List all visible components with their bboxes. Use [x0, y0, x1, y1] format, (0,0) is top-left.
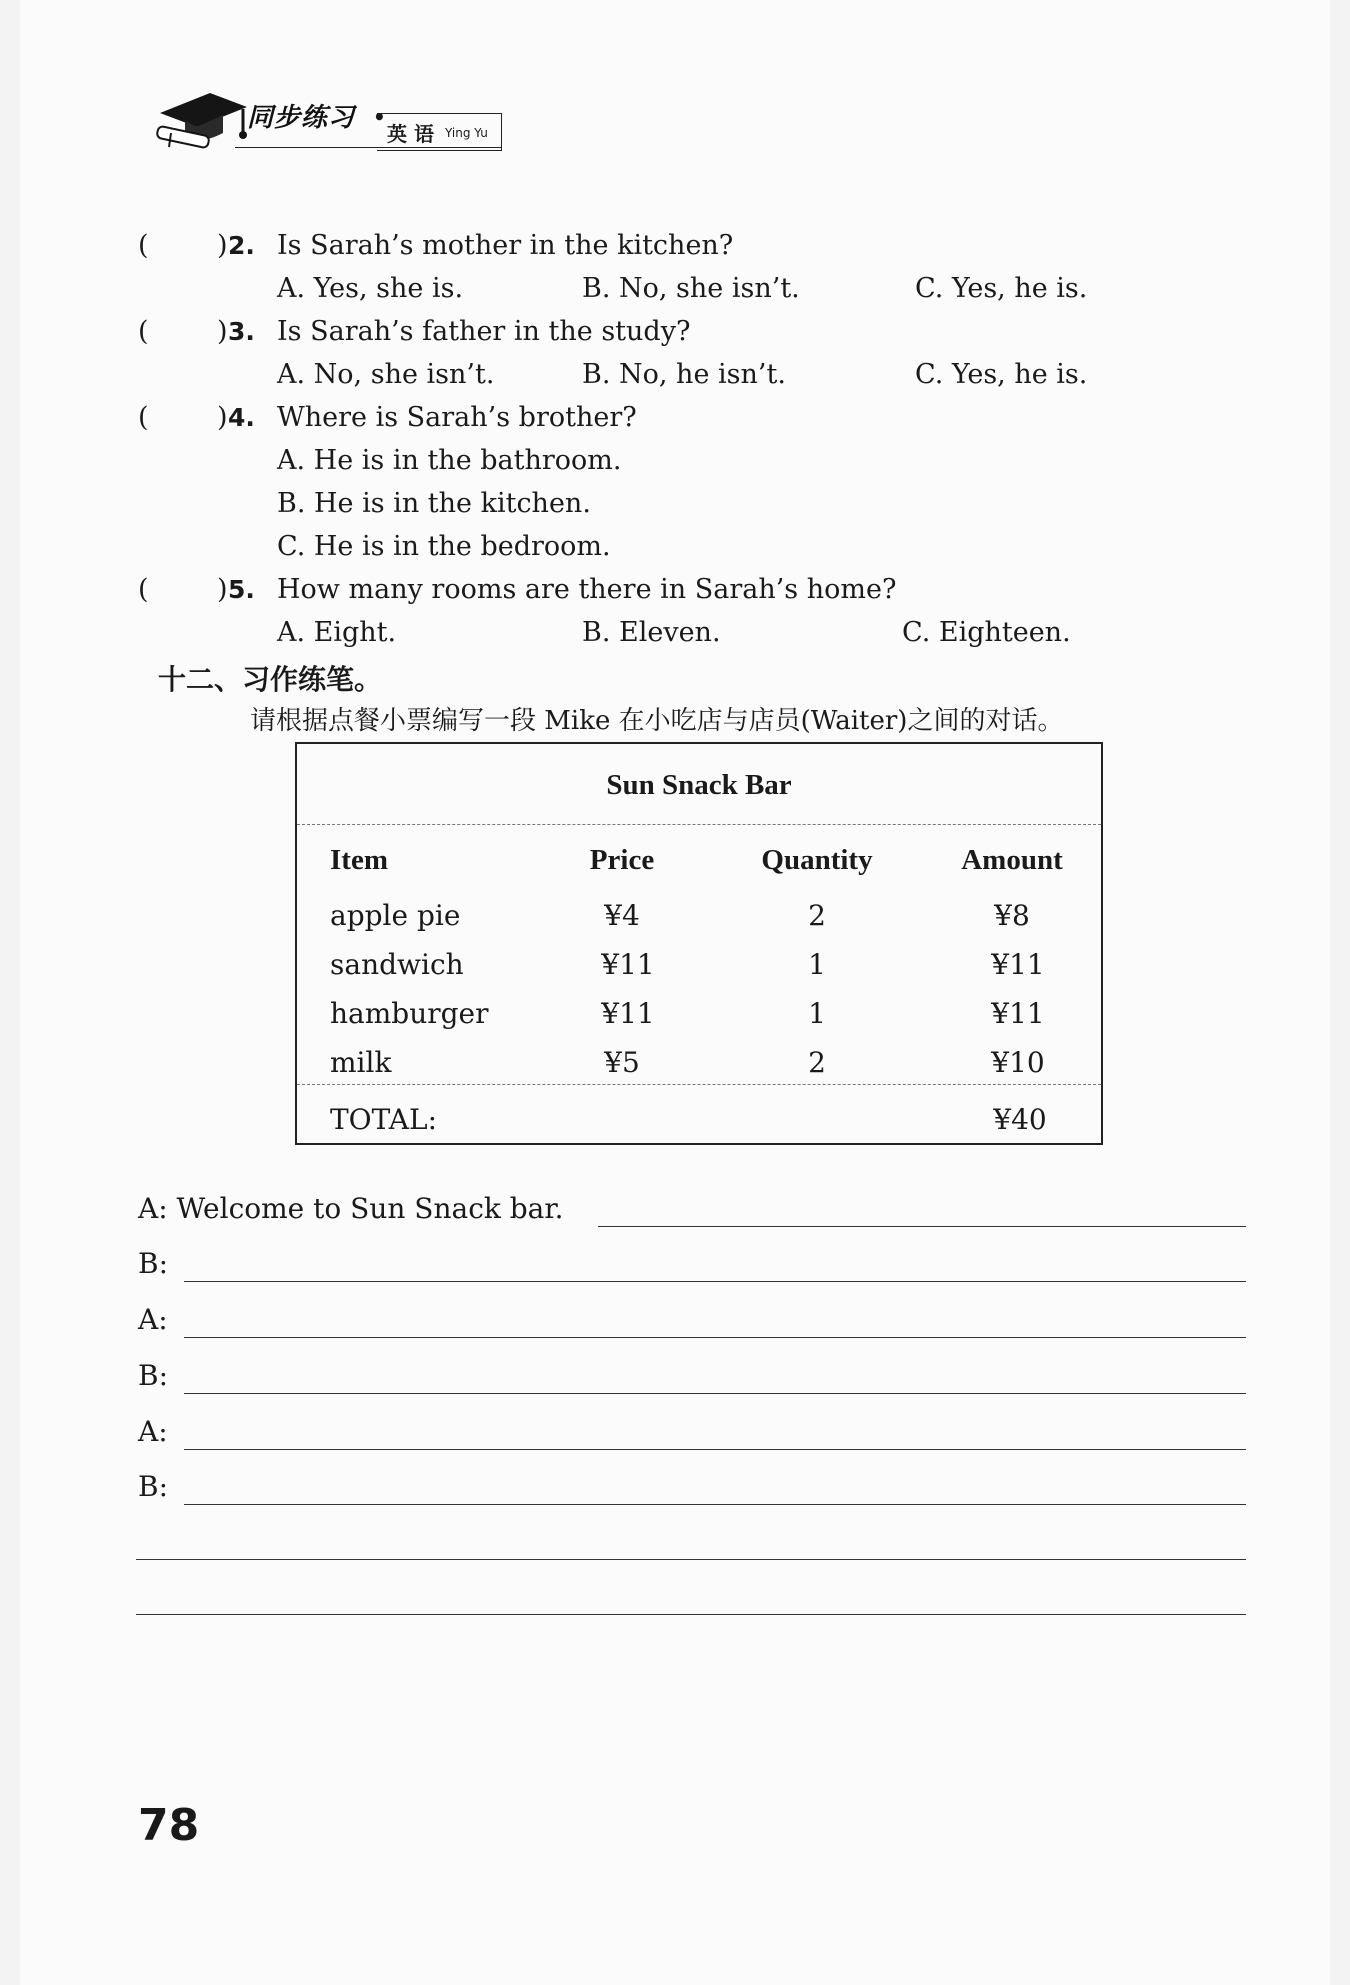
cell-amount: ¥8	[994, 899, 1030, 932]
answer-paren-open: (	[138, 316, 149, 347]
cell-amount: ¥11	[991, 948, 1045, 981]
receipt-divider	[297, 824, 1101, 825]
cell-price: ¥5	[604, 1046, 640, 1079]
cell-quantity: 1	[808, 997, 826, 1030]
option-c: C. Eighteen.	[902, 617, 1071, 648]
dialogue-speaker: B:	[138, 1470, 169, 1503]
option-b: B. He is in the kitchen.	[277, 488, 591, 519]
question-text: Is Sarah’s mother in the kitchen?	[277, 230, 734, 261]
option-a: A. Eight.	[277, 617, 397, 648]
answer-line[interactable]	[598, 1226, 1246, 1227]
dialogue-speaker: B:	[138, 1359, 169, 1392]
book-header	[155, 85, 505, 160]
receipt-title: Sun Snack Bar	[606, 769, 792, 801]
cell-price: ¥11	[601, 948, 655, 981]
option-c: C. He is in the bedroom.	[277, 531, 611, 562]
dialogue-first-line: A: Welcome to Sun Snack bar.	[138, 1192, 564, 1225]
dialogue-speaker: B:	[138, 1247, 169, 1280]
cell-quantity: 2	[808, 899, 826, 932]
cell-item: hamburger	[330, 997, 489, 1030]
answer-line[interactable]	[184, 1281, 1246, 1282]
subject-pinyin: Ying Yu	[445, 126, 488, 140]
answer-line[interactable]	[136, 1614, 1246, 1615]
page-number: 78	[138, 1800, 200, 1851]
answer-line[interactable]	[184, 1337, 1246, 1338]
header-quantity: Quantity	[761, 844, 873, 876]
dialogue-speaker: A:	[138, 1303, 168, 1336]
receipt-divider	[297, 1084, 1101, 1085]
subject-label: 英 语	[387, 122, 434, 146]
option-a: A. Yes, she is.	[277, 273, 464, 304]
cell-amount: ¥10	[991, 1046, 1045, 1079]
answer-paren-close: )	[217, 230, 228, 261]
question-number: 3.	[228, 317, 255, 346]
answer-paren-open: (	[138, 230, 149, 261]
brand-title: 同步练习	[247, 103, 356, 133]
answer-line[interactable]	[136, 1559, 1246, 1560]
answer-paren-close: )	[217, 574, 228, 605]
option-b: B. Eleven.	[582, 617, 721, 648]
cell-quantity: 1	[808, 948, 826, 981]
header-amount: Amount	[961, 844, 1063, 876]
total-value: ¥40	[993, 1103, 1047, 1136]
question-text: Is Sarah’s father in the study?	[277, 316, 691, 347]
cell-item: milk	[330, 1046, 392, 1079]
answer-paren-open: (	[138, 574, 149, 605]
worksheet-page	[20, 0, 1330, 1985]
option-b: B. No, he isn’t.	[582, 359, 786, 390]
answer-line[interactable]	[184, 1449, 1246, 1450]
question-number: 2.	[228, 231, 255, 260]
snack-bar-receipt	[295, 742, 1103, 1145]
question-number: 4.	[228, 403, 255, 432]
question-text: How many rooms are there in Sarah’s home?	[277, 574, 897, 605]
header-item: Item	[330, 844, 388, 876]
answer-line[interactable]	[184, 1393, 1246, 1394]
cell-amount: ¥11	[991, 997, 1045, 1030]
cell-quantity: 2	[808, 1046, 826, 1079]
option-b: B. No, she isn’t.	[582, 273, 800, 304]
cell-item: sandwich	[330, 948, 464, 981]
section-title: 十二、习作练笔。	[158, 663, 383, 696]
header-dot: •	[373, 105, 386, 129]
dialogue-speaker: A:	[138, 1415, 168, 1448]
question-text: Where is Sarah’s brother?	[277, 402, 637, 433]
answer-paren-close: )	[217, 402, 228, 433]
total-label: TOTAL:	[330, 1103, 438, 1136]
answer-paren-close: )	[217, 316, 228, 347]
answer-line[interactable]	[184, 1504, 1246, 1505]
option-a: A. No, she isn’t.	[277, 359, 495, 390]
question-number: 5.	[228, 575, 255, 604]
cell-item: apple pie	[330, 899, 461, 932]
section-instruction: 请根据点餐小票编写一段 Mike 在小吃店与店员(Waiter)之间的对话。	[250, 706, 1064, 736]
header-price: Price	[589, 844, 655, 876]
answer-paren-open: (	[138, 402, 149, 433]
cell-price: ¥4	[604, 899, 640, 932]
option-c: C. Yes, he is.	[915, 273, 1088, 304]
option-c: C. Yes, he is.	[915, 359, 1088, 390]
cell-price: ¥11	[601, 997, 655, 1030]
option-a: A. He is in the bathroom.	[277, 445, 622, 476]
header-rule	[235, 147, 501, 148]
graduation-cap-icon	[155, 85, 250, 155]
